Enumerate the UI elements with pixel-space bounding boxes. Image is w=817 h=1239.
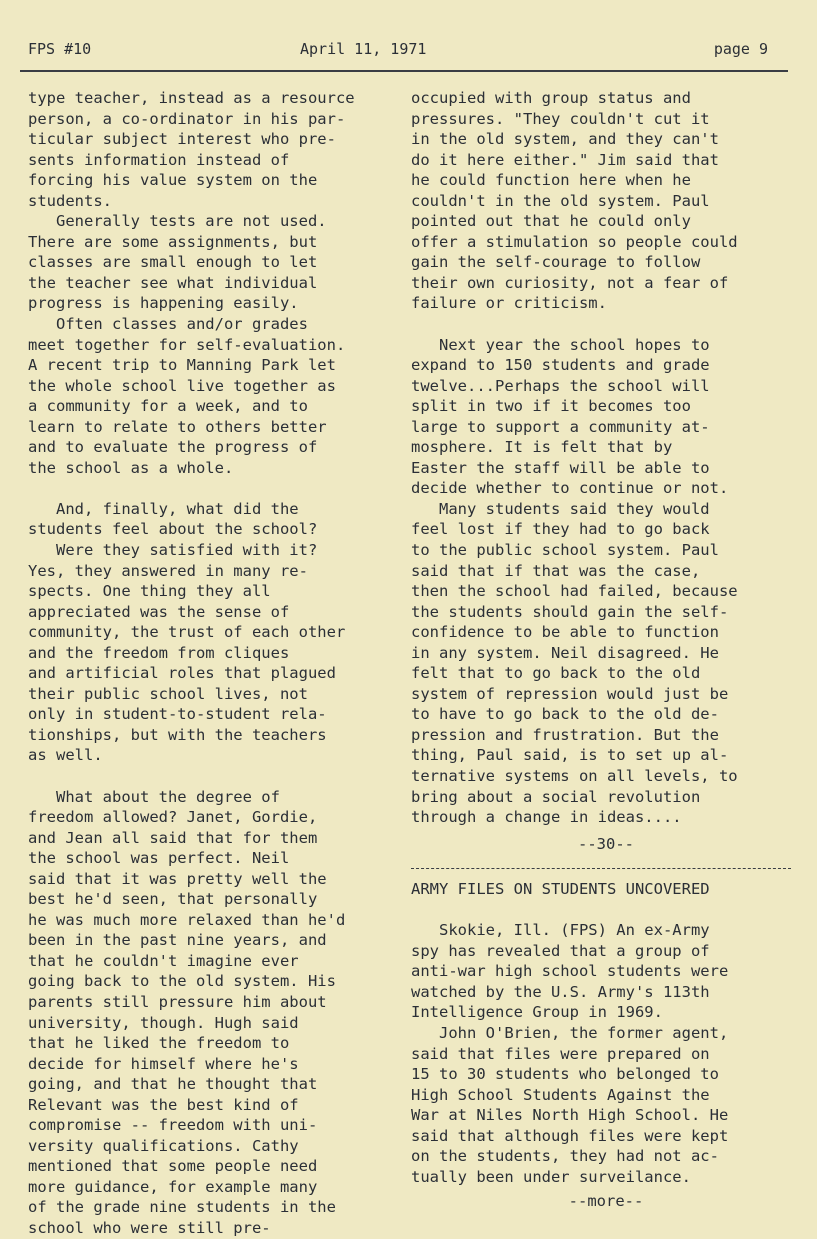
- text-line: going back to the old system. His: [28, 972, 336, 991]
- page-number: page 9: [713, 40, 768, 58]
- text-line: There are some assignments, but: [28, 232, 318, 251]
- text-line: failure or criticism.: [411, 294, 607, 313]
- article-continuation: [411, 88, 801, 828]
- text-line: large to support a community at-: [411, 417, 710, 436]
- text-line: occupied with group status and: [411, 89, 691, 107]
- text-line: in the old system, and they can't: [411, 130, 719, 149]
- text-line: 15 to 30 students who belonged to: [411, 1065, 719, 1084]
- text-line: system of repression would just be: [411, 684, 729, 703]
- text-line: and Jean all said that for them: [28, 828, 318, 847]
- text-line: mosphere. It is felt that by: [411, 438, 673, 457]
- text-line: War at Niles North High School. He: [411, 1106, 729, 1125]
- text-line: offer a stimulation so people could: [411, 232, 738, 251]
- text-line: A recent trip to Manning Park let: [28, 356, 336, 375]
- text-line: pressures. "They couldn't cut it: [411, 109, 710, 128]
- text-line: going, and that he thought that: [28, 1075, 318, 1094]
- text-line: as well.: [28, 746, 103, 765]
- text-line: the whole school live together as: [28, 376, 336, 395]
- text-line: more guidance, for example many: [28, 1177, 318, 1196]
- text-line: students.: [28, 191, 112, 210]
- text-line: spy has revealed that a group of: [411, 941, 710, 960]
- text-line: of the grade nine students in the: [28, 1198, 336, 1217]
- text-line: decide for himself where he's: [28, 1054, 299, 1073]
- text-line: learn to relate to others better: [28, 417, 327, 436]
- text-line: meet together for self-evaluation.: [28, 335, 346, 354]
- text-line: Often classes and/or grades: [28, 315, 308, 334]
- text-line: Intelligence Group in 1969.: [411, 1003, 663, 1022]
- text-line: and the freedom from cliques: [28, 643, 290, 662]
- text-line: type teacher, instead as a resource: [28, 89, 355, 107]
- text-line: the teacher see what individual: [28, 273, 318, 292]
- text-line: and artificial roles that plagued: [28, 664, 336, 683]
- text-line: through a change in ideas....: [411, 808, 682, 827]
- page-header: [28, 40, 768, 64]
- text-line: ternative systems on all levels, to: [411, 767, 738, 785]
- text-line: and to evaluate the progress of: [28, 438, 318, 457]
- text-line: on the students, they had not ac-: [411, 1147, 719, 1166]
- text-line: to have to go back to the old de-: [411, 705, 719, 724]
- text-line: anti-war high school students were: [411, 962, 729, 981]
- text-line: tually been under surveilance.: [411, 1167, 691, 1186]
- right-column: [411, 88, 801, 1212]
- text-line: the school as a whole.: [28, 458, 234, 477]
- text-line: the school was perfect. Neil: [28, 849, 290, 868]
- text-line: Were they satisfied with it?: [28, 540, 318, 559]
- text-line: bring about a social revolution: [411, 787, 701, 806]
- text-line: mentioned that some people need: [28, 1157, 318, 1176]
- text-line: only in student-to-student rela-: [28, 705, 327, 724]
- text-line: Easter the staff will be able to: [411, 458, 710, 477]
- text-line: Many students said they would: [411, 499, 710, 518]
- paragraph-gap: [411, 314, 801, 335]
- text-line: tionships, but with the teachers: [28, 725, 327, 744]
- text-line: forcing his value system on the: [28, 171, 318, 190]
- text-line: he was much more relaxed than he'd: [28, 910, 346, 929]
- text-line: couldn't in the old system. Paul: [411, 191, 710, 210]
- text-line: High School Students Against the: [411, 1085, 710, 1104]
- section-divider: [411, 868, 791, 869]
- text-line: said that files were prepared on: [411, 1044, 710, 1063]
- text-line: Skokie, Ill. (FPS) An ex-Army: [411, 921, 710, 940]
- text-line: appreciated was the sense of: [28, 602, 290, 621]
- end-mark: --30--: [578, 834, 634, 853]
- text-line: compromise -- freedom with uni-: [28, 1116, 318, 1135]
- text-line: Yes, they answered in many re-: [28, 561, 308, 580]
- text-line: feel lost if they had to go back: [411, 520, 710, 539]
- text-line: do it here either." Jim said that: [411, 150, 719, 169]
- text-line: been in the past nine years, and: [28, 931, 327, 950]
- text-line: said that it was pretty well the: [28, 869, 327, 888]
- text-line: that he liked the freedom to: [28, 1034, 290, 1053]
- text-line: sents information instead of: [28, 150, 290, 169]
- text-line: to the public school system. Paul: [411, 540, 719, 559]
- text-line: school who were still pre-: [28, 1218, 271, 1237]
- text-line: their public school lives, not: [28, 684, 308, 703]
- publication-number: FPS #10: [28, 40, 92, 58]
- text-line: that he couldn't imagine ever: [28, 951, 299, 970]
- text-line: expand to 150 students and grade: [411, 356, 710, 375]
- text-line: versity qualifications. Cathy: [28, 1136, 299, 1155]
- text-line: ticular subject interest who pre-: [28, 130, 336, 149]
- text-line: twelve...Perhaps the school will: [411, 376, 710, 395]
- text-line: gain the self-courage to follow: [411, 253, 701, 272]
- text-line: Generally tests are not used.: [28, 212, 327, 231]
- text-line: then the school had failed, because: [411, 582, 738, 601]
- text-line: thing, Paul said, is to set up al-: [411, 746, 729, 765]
- text-line: pression and frustration. But the: [411, 725, 719, 744]
- news-article: [411, 920, 801, 1187]
- more-mark: --more--: [568, 1192, 644, 1211]
- text-line: community, the trust of each other: [28, 623, 346, 642]
- text-line: What about the degree of: [28, 787, 280, 806]
- text-line: university, though. Hugh said: [28, 1013, 299, 1032]
- text-line: pointed out that he could only: [411, 212, 691, 231]
- text-line: students feel about the school?: [28, 520, 318, 539]
- header-rule: [20, 70, 788, 72]
- text-line: And, finally, what did the: [28, 499, 299, 518]
- text-line: freedom allowed? Janet, Gordie,: [28, 808, 318, 827]
- text-line: spects. One thing they all: [28, 582, 271, 601]
- text-line: best he'd seen, that personally: [28, 890, 318, 909]
- headline: ARMY FILES ON STUDENTS UNCOVERED: [411, 880, 710, 899]
- text-line: John O'Brien, the former agent,: [411, 1023, 729, 1042]
- paragraph-gap: [28, 766, 398, 787]
- text-line: the students should gain the self-: [411, 602, 729, 621]
- text-line: split in two if it becomes too: [411, 397, 691, 416]
- text-line: he could function here when he: [411, 171, 691, 190]
- text-line: progress is happening easily.: [28, 294, 299, 313]
- text-line: felt that to go back to the old: [411, 664, 701, 683]
- issue-date: April 11, 1971: [300, 40, 427, 58]
- text-line: watched by the U.S. Army's 113th: [411, 982, 710, 1001]
- text-line: classes are small enough to let: [28, 253, 318, 272]
- text-line: a community for a week, and to: [28, 397, 308, 416]
- text-line: decide whether to continue or not.: [411, 479, 729, 498]
- text-line: parents still pressure him about: [28, 992, 327, 1011]
- text-line: said that although files were kept: [411, 1126, 729, 1145]
- text-line: said that if that was the case,: [411, 561, 701, 580]
- text-line: person, a co-ordinator in his par-: [28, 109, 346, 128]
- text-line: Next year the school hopes to: [411, 335, 710, 354]
- left-column: [28, 88, 398, 1239]
- text-line: their own curiosity, not a fear of: [411, 273, 729, 292]
- paragraph-gap: [28, 478, 398, 499]
- text-line: confidence to be able to function: [411, 623, 719, 642]
- text-line: in any system. Neil disagreed. He: [411, 643, 719, 662]
- text-line: Relevant was the best kind of: [28, 1095, 299, 1114]
